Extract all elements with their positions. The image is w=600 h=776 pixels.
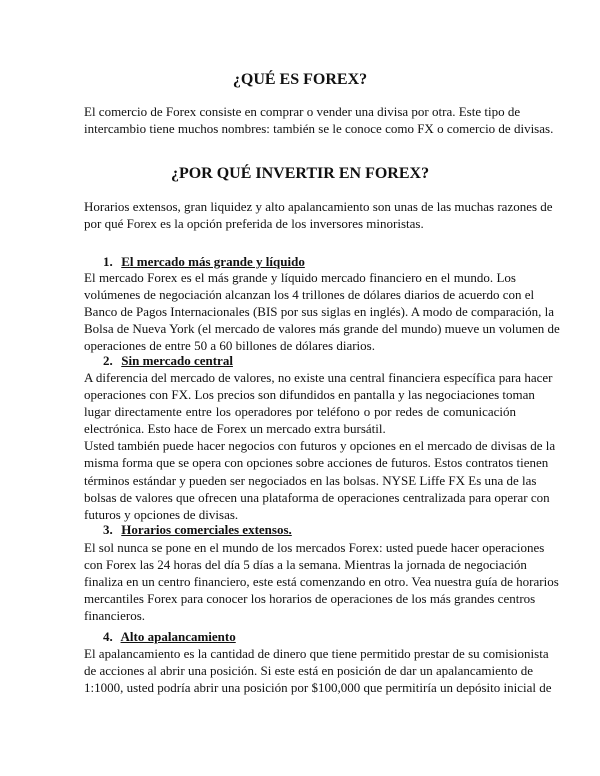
section-title: Horarios comerciales extensos. (121, 522, 292, 537)
text-line: futuros y opciones de divisas. (84, 506, 239, 522)
text-line: electrónica. Esto hace de Forex un mercado extra bursátil. (84, 421, 386, 437)
section-body-2 (84, 369, 556, 523)
title-que-es-forex: ¿QUÉ ES FOREX? (232, 71, 368, 88)
section-number: 1. (103, 254, 113, 269)
text-line: Banco de Pagos Internacionales (BIS por sus siglas en inglés). A modo de comparación, la (84, 304, 555, 320)
section-heading-4 (103, 628, 236, 645)
text-line: de acciones al abrir una posición. Si este está en posición de dar un apalancamiento de (84, 663, 534, 679)
title-por-que-invertir: ¿POR QUÉ INVERTIR EN FOREX? (170, 165, 430, 182)
text-line: Bolsa de Nueva York (el mercado de valores más grande del mundo) mueve un volumen de (84, 321, 560, 337)
text-line: Usted también puede hacer negocios con futuros y opciones en el mercado de divisas de la (84, 438, 556, 454)
text-line: lugar directamente entre los operadores por teléfono o por redes de comunicación (84, 404, 516, 420)
section-title: Alto apalancamiento (120, 629, 236, 644)
text-line: El comercio de Forex consiste en comprar o vender una divisa por otra. Este tipo de (84, 104, 521, 119)
section-number: 2. (103, 353, 113, 368)
section-number: 3. (103, 522, 113, 537)
text-line: El mercado Forex es el más grande y líquido mercado financiero en el mundo. Los (84, 270, 516, 285)
text-line: bolsas de valores que ofrecen una plataforma de operaciones centralizada para operar con (84, 489, 550, 505)
text-line: A diferencia del mercado de valores, no existe una central financiera específica para hacer (84, 370, 553, 385)
text-line: mercantiles Forex para conocer los horarios de operaciones de los más grandes centros (84, 591, 536, 607)
text-line: operaciones con FX. Los precios son difundidos en pantalla y las negociaciones toman (84, 387, 535, 403)
section-title: El mercado más grande y líquido (121, 254, 305, 269)
text-line: Horarios extensos, gran liquidez y alto apalancamiento son unas de las muchas razones de (84, 199, 553, 214)
text-line: El sol nunca se pone en el mundo de los mercados Forex: usted puede hacer operaciones (84, 540, 545, 555)
text-line: con Forex las 24 horas del día 5 días a la semana. Mientras la jornada de negociación (84, 557, 527, 573)
text-line: términos estándar y pueden ser negociados en las bolsas. NYSE Liffe FX Es una de las (84, 472, 537, 488)
section-body-4 (84, 645, 552, 696)
section-number: 4. (103, 629, 113, 644)
text-line: volúmenes de negociación alcanzan los 4 trillones de dólares diarios de acuerdo con el (84, 287, 535, 303)
text-line: 1:1000, usted podría abrir una posición por $100,000 que permitiría un depósito inicial de (84, 680, 552, 696)
section-body-1 (84, 269, 560, 354)
text-line: financieros. (84, 608, 146, 624)
section-title: Sin mercado central (121, 353, 233, 368)
section-heading-2 (103, 352, 233, 369)
text-line: intercambio tiene muchos nombres: también se le conoce como FX o comercio de divisas. (84, 121, 554, 137)
text-line: El apalancamiento es la cantidad de dinero que tiene permitido prestar de su comisionista (84, 646, 549, 661)
text-line: por qué Forex es la opción preferida de los inversores minoristas. (84, 216, 424, 232)
section-heading-1 (103, 253, 305, 270)
text-line: operaciones de entre 50 a 60 billones de dólares diarios. (84, 338, 375, 354)
intro-paragraph (84, 103, 554, 137)
text-line: finaliza en un centro financiero, este está comenzando en otro. Vea nuestra guía de horarios (84, 574, 559, 590)
reasons-intro-paragraph (84, 198, 553, 232)
text-line: misma forma que se opera con opciones sobre acciones de futuros. Estos contratos tienen (84, 455, 549, 471)
section-body-3 (84, 539, 559, 624)
section-heading-3 (103, 521, 292, 538)
